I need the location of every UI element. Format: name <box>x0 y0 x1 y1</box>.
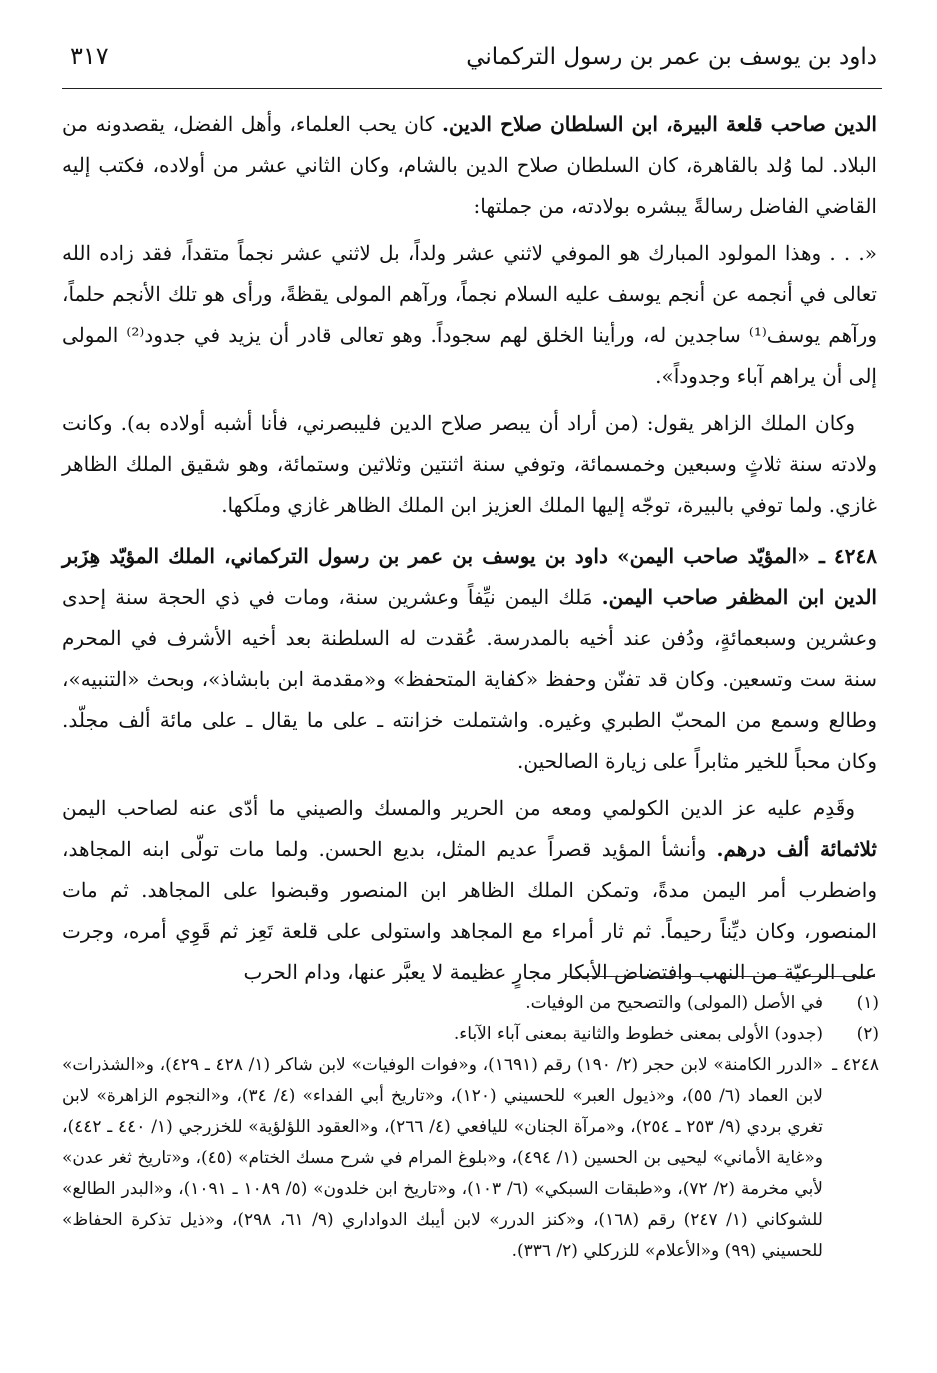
paragraph-1 <box>62 104 877 227</box>
footnote-text: «الدرر الكامنة» لابن حجر (٢/ ١٩٠) رقم (١٦٩١)، و«فوات الوفيات» لابن شاكر (١/ ٤٢٨ ـ ٤٢٩)، و«الشذرات» لابن العماد (٦/ ٥٥)، و«ذيول العبر» للحسيني (١٢٠)، و«تاريخ أبي الفداء» (٤/ ٣٤)، و«النجوم الزاهرة» لابن تغري بردي (٩/ ٢٥٣ ـ ٢٥٤)، و«مرآة الجنان» لليافعي (٤/ ٢٦٦)، و«العقود اللؤلؤية» للخزرجي (١/ ٤٤٠ ـ ٤٤٢)، و«غاية الأماني» ليحيى بن الحسين (١/ ٤٩٤)، و«بلوغ المرام في شرح مسك الختام» (٤٥)، و«تاريخ ثغر عدن» لأبي مخرمة (٢/ ٧٢)، و«طبقات السبكي» (٦/ ١٠٣)، و«تاريخ ابن خلدون» (٥/ ١٠٨٩ ـ ١٠٩١)، و«البدر الطالع» للشوكاني (١/ ٢٤٧) رقم (١٦٨)، و«كنز الدرر» لابن أيبك الدواداري (٩/ ٦١، ٢٩٨)، و«ذيل تذكرة الحفاظ» للحسيني (٩٩) و«الأعلام» للزركلي (٢/ ٣٣٦). <box>62 1055 824 1261</box>
footnotes <box>62 988 879 1267</box>
footnote-sources <box>62 1050 879 1267</box>
footnote-number: (١) <box>856 993 879 1013</box>
footnote <box>62 1019 879 1050</box>
paragraph-5-text-b: وأنشأ المؤيد قصراً عديم المثل، بديع الحسن. ولما مات تولّى ابنه المجاهد، واضطرب أمر اليمن مدةً، وتمكن الملك الظاهر ابن المنصور وقبضوا على المجاهد. ثم مات المنصور، وكان ديِّناً رحيماً. ثم ثار أمراء مع المجاهد واستولى على قلعة تَعِز ثم قَوِي أمره، وجرت على الرعيّة من النهب وافتضاض الأبكار مجارٍ عظيمة لا يعبَّر عنها، ودام الحرب <box>62 837 877 984</box>
page-number: ٣١٧ <box>70 42 109 70</box>
paragraph-3: وكان الملك الزاهر يقول: (من أراد أن يبصر صلاح الدين فليبصرني، فأنا أشبه أولاده به). وكانت ولادته سنة ثلاثٍ وسبعين وخمسمائة، وتوفي سنة اثنتين وثلاثين وستمائة، وهو شقيق الملك الظاهر غازي. ولما توفي بالبيرة، توجّه إليها الملك العزيز ابن الملك الظاهر غازي وملَكها. <box>62 411 877 517</box>
page-header <box>70 36 877 84</box>
footnote-text: في الأصل (المولى) والتصحيح من الوفيات. <box>525 993 823 1013</box>
entry-4248 <box>62 536 877 782</box>
paragraph-5-text-a: وقَدِم عليه عز الدين الكولمي ومعه من الحرير والمسك والصيني ما أدّى عنه لصاحب اليمن <box>62 796 855 820</box>
paragraph-5 <box>62 788 877 993</box>
entry-text: مَلك اليمن نيِّفاً وعشرين سنة، ومات في ذي الحجة سنة إحدى وعشرين وسبعمائةٍ، ودُفن عند أخيه بالمدرسة. عُقدت له السلطنة بعد أخيه الأشرف في المحرم سنة ست وتسعين. وكان قد تفنّن وحفظ «كفاية المتحفظ» و«مقدمة ابن بابشاذ»، وبحث «التنبيه»، وطالع وسمع من المحبّ الطبري وغيره. واشتملت خزانته ـ على ما يقال ـ على مائة ألف مجلّد. وكان محباً للخير مثابراً على زيارة الصالحين. <box>62 585 877 773</box>
paragraph-2-quote: «. . . وهذا المولود المبارك هو الموفي لاثني عشر ولداً، بل لاثني عشر نجماً متقداً، فقد زاده الله تعالى في أنجمه عن أنجم يوسف عليه السلام نجماً، ورآهم المولى يقظةً، ورأى هو تلك الأنجم حلماً، ورآهم يوسف⁽¹⁾ ساجدين له، ورأينا الخلق لهم سجوداً. وهو تعالى قادر أن يزيد في جدود⁽²⁾ المولى إلى أن يراهم آباء وجدوداً». <box>62 241 877 388</box>
footnote-number: (٢) <box>856 1024 879 1044</box>
header-rule <box>62 88 882 89</box>
footnote-text: (جدود) الأولى بمعنى خطوط والثانية بمعنى آباء الآباء. <box>453 1024 823 1044</box>
footnote <box>62 988 879 1019</box>
footnote-rule <box>565 976 875 977</box>
running-title: داود بن يوسف بن عمر بن رسول التركماني <box>466 44 877 70</box>
entry-heading: ٤٢٤٨ ـ «المؤيّد صاحب اليمن» داود بن يوسف بن عمر بن رسول التركماني، الملك المؤيّد هِزَبر الدين ابن المظفر صاحب اليمن. <box>62 544 877 609</box>
paragraph-5-bold: ثلاثمائة ألف درهم. <box>716 837 877 861</box>
footnote-number: ٤٢٤٨ ـ <box>832 1055 879 1075</box>
main-text <box>62 104 877 999</box>
paragraph-1-bold: الدين صاحب قلعة البيرة، ابن السلطان صلاح الدين. <box>442 112 877 136</box>
paragraph-1-text: كان يحب العلماء، وأهل الفضل، يقصدونه من البلاد. لما وُلد بالقاهرة، كان السلطان صلاح الدين بالشام، وكان الثاني عشر من أولاده، فكتب إليه القاضي الفاضل رسالةً يبشره بولادته، من جملتها: <box>62 112 877 218</box>
